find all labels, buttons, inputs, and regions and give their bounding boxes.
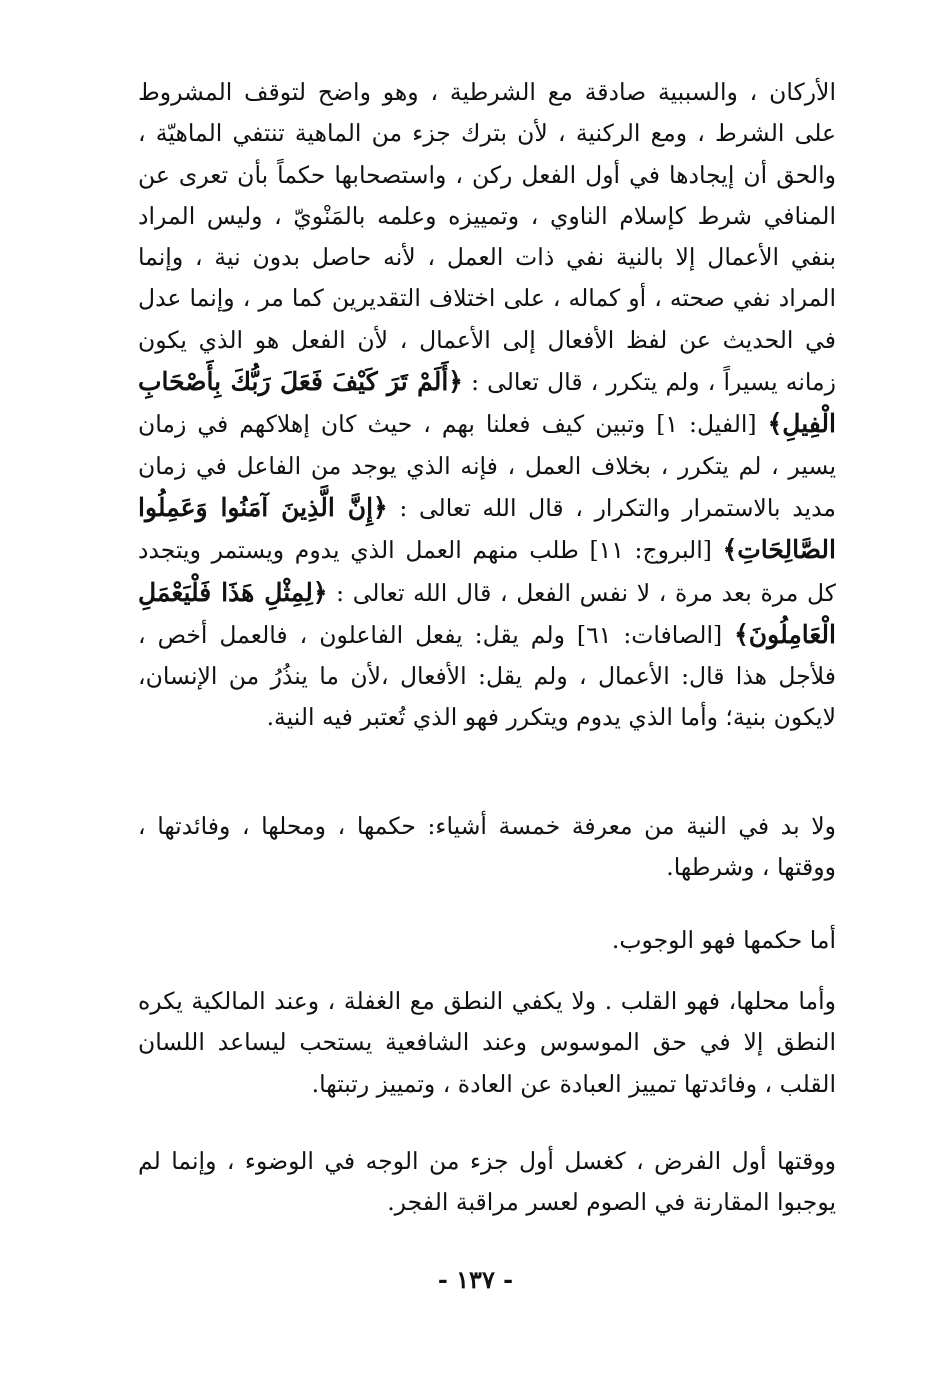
- paragraph-2: ولا بد في النية من معرفة خمسة أشياء: حكمها ، ومحلها ، وفائدتها ، ووقتها ، وشرطها.: [138, 812, 836, 882]
- paragraph-1-text-a: الأركان ، والسببية صادقة مع الشرطية ، وهو واضح لتوقف المشروط على الشرط ، ومع الركنية ، لأن بترك جزء من الماهية تنتفي الماهيّة ، والحق أن إيجادها في أول الفعل ركن ، واستصحابها حكماً بأن تعرى عن المنافي شرط كإسلام الناوي ، وتمييزه وعلمه بالمَنْويّ ، وليس المراد بنفي الأعمال إلا بالنية نفي ذات العمل ، لأنه حاصل بدون نية ، وإنما المراد نفي صحته ، أو كماله ، على اختلاف التقديرين كما مر ، وإنما عدل في الحديث عن لفظ الأفعال إلى الأعمال ، لأن الفعل هو الذي يكون زمانه يسيراً ، ولم يتكرر ، قال تعالى :: [138, 78, 836, 397]
- paragraph-5: ووقتها أول الفرض ، كغسل أول جزء من الوجه في الوضوء ، وإنما لم يوجبوا المقارنة في الصوم لعسر مراقبة الفجر.: [138, 1147, 836, 1217]
- page-number: - ١٣٧ -: [437, 1265, 514, 1294]
- paragraph-3: أما حكمها فهو الوجوب.: [611, 926, 836, 954]
- quran-verse-al-buruj: ﴿إِنَّ الَّذِينَ آمَنُوا وَعَمِلُوا الصَّالِحَاتِ﴾: [138, 492, 836, 565]
- paragraph-1-text-d: [الصافات: ٦١] ولم يقل: يفعل الفاعلون ، فالعمل أخص ، فلأجل هذا قال: الأعمال ، ولم يقل: الأفعال ،لأن ما ينذُرُ من الإنسان، لايكون بنية؛ وأما الذي يدوم ويتكرر فهو الذي تُعتبر فيه النية.: [138, 620, 836, 732]
- paragraph-4: وأما محلها، فهو القلب . ولا يكفي النطق مع الغفلة ، وعند المالكية يكره النطق إلا في حق الموسوس وعند الشافعية يستحب ليساعد اللسان القلب ، وفائدتها تمييز العبادة عن العادة ، وتمييز رتبتها.: [138, 987, 836, 1098]
- paragraph-1-text-b: [الفيل: ١] وتبين كيف فعلنا بهم ، حيث كان إهلاكهم في زمان يسير ، لم يتكرر ، بخلاف العمل ، فإنه الذي يوجد من الفاعل في زمان مديد بالاستمرار والتكرار ، قال الله تعالى :: [138, 410, 836, 522]
- quran-verse-as-saffat: ﴿لِمِثْلِ هَذَا فَلْيَعْمَلِ الْعَامِلُونَ﴾: [138, 577, 836, 649]
- paragraph-1-text-c: [البروج: ١١] طلب منهم العمل الذي يدوم ويستمر ويتجدد كل مرة بعد مرة ، لا نفس الفعل ، قال الله تعالى :: [138, 536, 836, 607]
- quran-verse-al-fil: ﴿أَلَمْ تَرَ كَيْفَ فَعَلَ رَبُّكَ بِأَصْحَابِ الْفِيلِ﴾: [138, 367, 836, 439]
- paragraph-1: [138, 72, 836, 739]
